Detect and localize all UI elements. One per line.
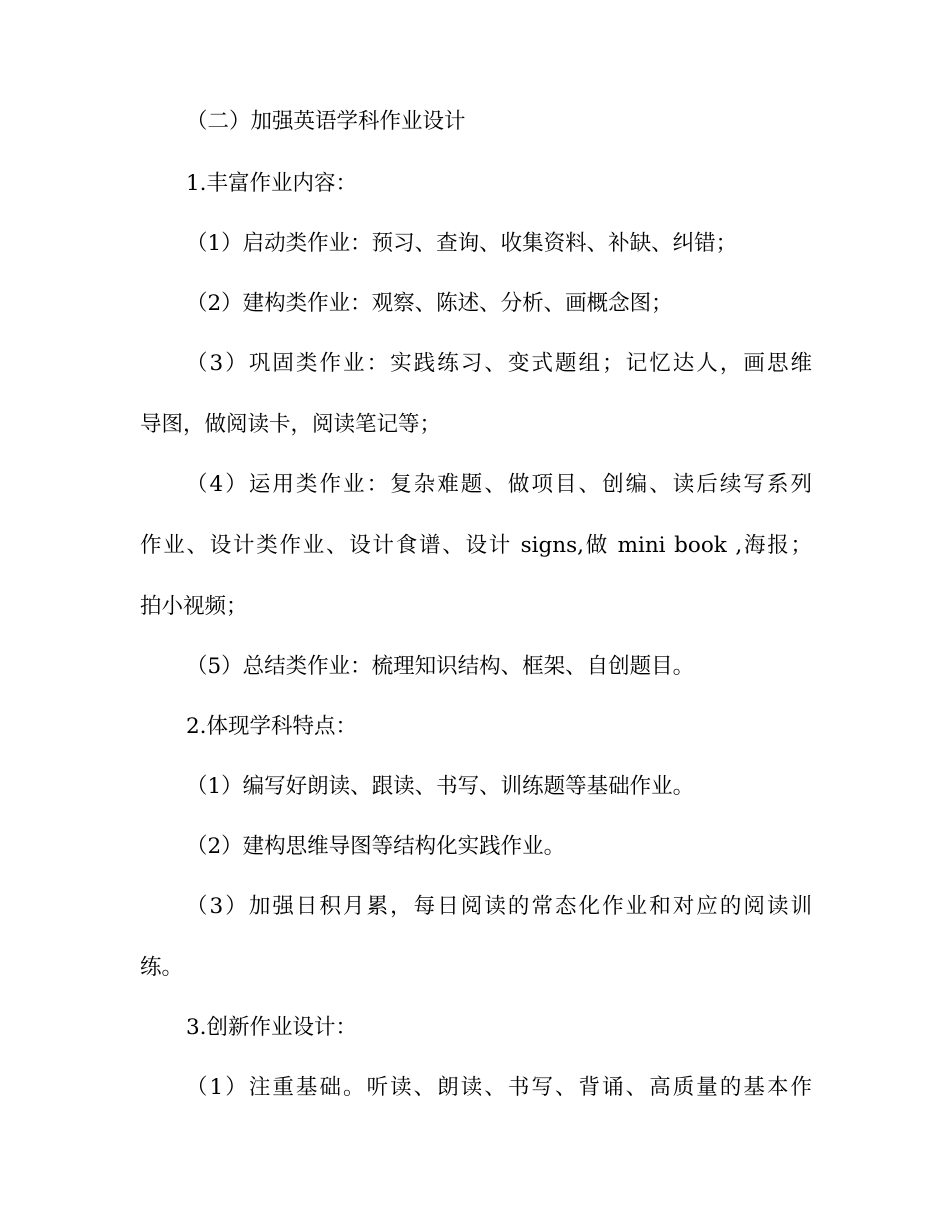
heading-text: （二）加强英语学科作业设计 [186,109,466,134]
subsection-title-2 [140,715,812,739]
list-item [140,1076,812,1100]
list-item [140,655,812,679]
list-item [140,835,812,859]
list-item-text: 作业、设计类作业、设计食谱、设计 signs,做 mini book ,海报； [140,533,812,558]
list-item [140,473,812,619]
list-item-text: （1）编写好朗读、跟读、书写、训练题等基础作业。 [186,774,695,799]
list-item [140,895,812,980]
list-item-text: 练。 [140,955,184,980]
list-item-text: （1）启动类作业：预习、查询、收集资料、补缺、纠错； [186,231,738,256]
section-heading [140,110,812,134]
list-item [140,775,812,799]
list-item-text: （2）建构类作业：观察、陈述、分析、画概念图； [186,291,673,316]
subsection-title-3 [140,1016,812,1040]
list-item-text: （2）建构思维导图等结构化实践作业。 [186,834,566,859]
subsection-title-text: 3.创新作业设计： [186,1015,358,1040]
list-item-text: 拍小视频； [140,594,248,619]
list-item-text: （3）加强日积月累，每日阅读的常态化作业和对应的阅读训 [186,894,812,919]
list-item-text: 导图，做阅读卡，阅读笔记等； [140,412,442,437]
list-item-text: （5）总结类作业：梳理知识结构、框架、自创题目。 [186,654,695,679]
list-item-text: （4）运用类作业：复杂难题、做项目、创编、读后续写系列 [186,472,812,497]
list-item-text: （3）巩固类作业：实践练习、变式题组；记忆达人，画思维 [186,351,812,376]
list-item [140,232,812,256]
list-item-text: （1）注重基础。听读、朗读、书写、背诵、高质量的基本作 [186,1075,812,1100]
list-item [140,352,812,437]
subsection-title-text: 2.体现学科特点： [186,714,358,739]
subsection-title-1 [140,172,812,196]
subsection-title-text: 1.丰富作业内容： [186,171,358,196]
list-item [140,292,812,316]
